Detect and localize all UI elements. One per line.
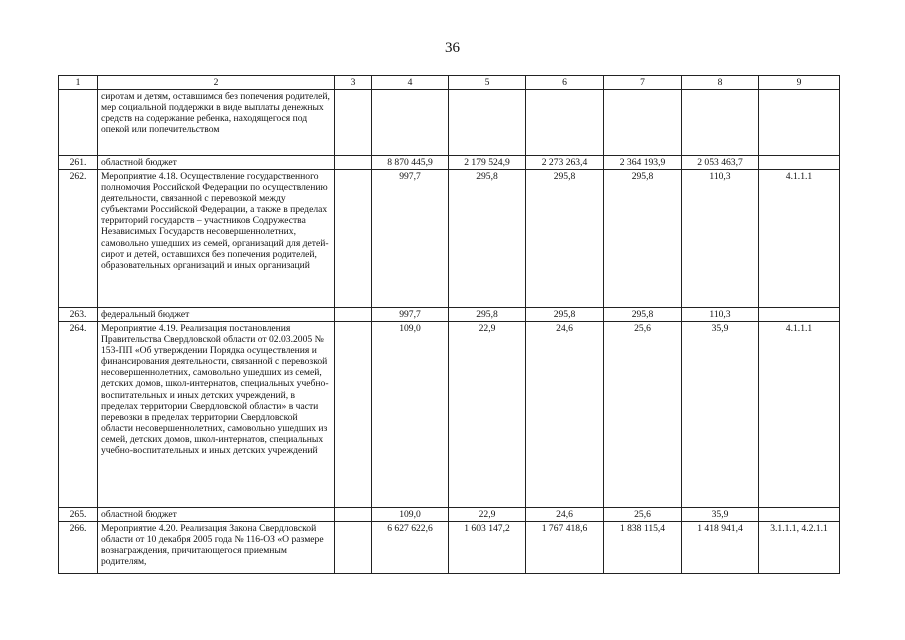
cell-col8: 35,9 (682, 508, 759, 522)
cell-col9 (759, 90, 840, 156)
program-table (58, 75, 840, 574)
cell-col8 (682, 90, 759, 156)
row-description: Мероприятие 4.18. Осуществление государственного полномочия Российской Федерации по осуществлению деятельности, связанной с перевозкой между субъектами Российской Федерации, а также в пределах территорий государств – участников Содружества Независимых Государств несовершеннолетних, самовольно ушедших из семей, организаций для детей-сирот и детей, оставшихся без попечения родителей, образовательных организаций и иных организаций (98, 170, 335, 308)
header-cell: 9 (759, 76, 840, 90)
cell-col5: 22,9 (449, 322, 526, 508)
cell-col3 (335, 90, 372, 156)
header-cell: 8 (682, 76, 759, 90)
cell-col6: 24,6 (526, 508, 604, 522)
cell-col5: 22,9 (449, 508, 526, 522)
cell-col6: 295,8 (526, 308, 604, 322)
header-cell: 7 (604, 76, 682, 90)
cell-col6: 295,8 (526, 170, 604, 308)
header-cell: 5 (449, 76, 526, 90)
row-number: 261. (59, 156, 98, 170)
cell-col8: 110,3 (682, 170, 759, 308)
row-description: сиротам и детям, оставшимся без попечения родителей, мер социальной поддержки в виде выплаты денежных средств на содержание ребенка, находящегося под опекой или попечительством (98, 90, 335, 156)
row-description: Мероприятие 4.20. Реализация Закона Свердловской области от 10 декабря 2005 года № 116-ОЗ «О размере вознаграждения, причитающегося приемным родителям, (98, 522, 335, 574)
cell-col7: 1 838 115,4 (604, 522, 682, 574)
row-number: 266. (59, 522, 98, 574)
header-cell: 2 (98, 76, 335, 90)
cell-col7: 2 364 193,9 (604, 156, 682, 170)
cell-col3 (335, 156, 372, 170)
row-description: областной бюджет (98, 508, 335, 522)
cell-col5: 295,8 (449, 170, 526, 308)
cell-col5 (449, 90, 526, 156)
cell-col6: 24,6 (526, 322, 604, 508)
cell-col7: 25,6 (604, 508, 682, 522)
cell-col6: 1 767 418,6 (526, 522, 604, 574)
cell-col5: 295,8 (449, 308, 526, 322)
cell-col9: 3.1.1.1, 4.2.1.1 (759, 522, 840, 574)
cell-col8: 1 418 941,4 (682, 522, 759, 574)
row-number: 265. (59, 508, 98, 522)
row-number: 264. (59, 322, 98, 508)
cell-col6 (526, 90, 604, 156)
cell-col7 (604, 90, 682, 156)
header-cell: 4 (372, 76, 449, 90)
cell-col8: 2 053 463,7 (682, 156, 759, 170)
cell-col7: 295,8 (604, 308, 682, 322)
cell-col9 (759, 308, 840, 322)
cell-col4: 6 627 622,6 (372, 522, 449, 574)
cell-col7: 25,6 (604, 322, 682, 508)
cell-col9: 4.1.1.1 (759, 170, 840, 308)
cell-col4: 997,7 (372, 308, 449, 322)
table-row (59, 156, 840, 170)
header-cell: 1 (59, 76, 98, 90)
table-row (59, 170, 840, 308)
row-description: областной бюджет (98, 156, 335, 170)
header-row (59, 76, 840, 90)
page-number: 36 (445, 40, 460, 56)
row-description: Мероприятие 4.19. Реализация постановления Правительства Свердловской области от 02.03.2005 № 153-ПП «Об утверждении Порядка осуществления и финансирования деятельности, связанной с перевозкой несовершеннолетних, самовольно ушедших из семей, детских домов, школ-интернатов, специальных учебно-воспитательных и иных детских учреждений, в пределах территории Свердловской области» в части перевозки в пределах территории Свердловской области несовершеннолетних, самовольно ушедших из семей, детских домов, школ-интернатов, специальных учебно-воспитательных и иных детских учреждений (98, 322, 335, 508)
cell-col7: 295,8 (604, 170, 682, 308)
cell-col5: 2 179 524,9 (449, 156, 526, 170)
cell-col8: 35,9 (682, 322, 759, 508)
cell-col3 (335, 308, 372, 322)
cell-col8: 110,3 (682, 308, 759, 322)
row-description: федеральный бюджет (98, 308, 335, 322)
cell-col3 (335, 522, 372, 574)
row-number (59, 90, 98, 156)
header-cell: 6 (526, 76, 604, 90)
table-row (59, 90, 840, 156)
cell-col4: 109,0 (372, 322, 449, 508)
cell-col9: 4.1.1.1 (759, 322, 840, 508)
table-row (59, 508, 840, 522)
cell-col9 (759, 508, 840, 522)
cell-col4: 109,0 (372, 508, 449, 522)
table-row (59, 322, 840, 508)
cell-col3 (335, 170, 372, 308)
cell-col3 (335, 322, 372, 508)
cell-col9 (759, 156, 840, 170)
row-number: 263. (59, 308, 98, 322)
table-row (59, 308, 840, 322)
header-cell: 3 (335, 76, 372, 90)
cell-col3 (335, 508, 372, 522)
cell-col4: 997,7 (372, 170, 449, 308)
cell-col5: 1 603 147,2 (449, 522, 526, 574)
row-number: 262. (59, 170, 98, 308)
cell-col4: 8 870 445,9 (372, 156, 449, 170)
cell-col4 (372, 90, 449, 156)
table-row (59, 522, 840, 574)
cell-col6: 2 273 263,4 (526, 156, 604, 170)
